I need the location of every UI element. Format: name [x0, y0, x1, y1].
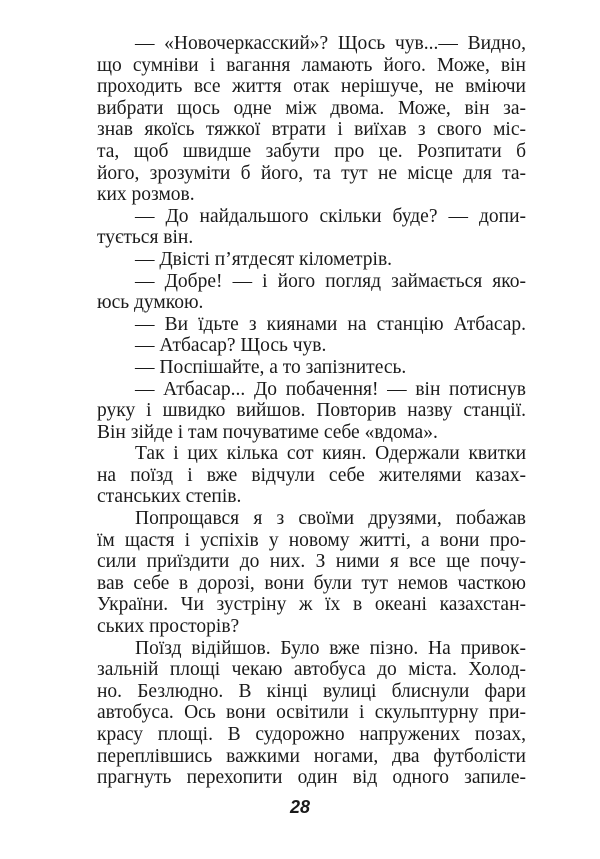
text-line: ських просторів? [97, 616, 240, 638]
text-line: автобуса. Ось вони освітили і скульптурну при- [97, 702, 526, 724]
text-line: вибрати щось одне між двома. Може, він за- [97, 97, 526, 119]
text-line: Він зійде і там почуватиме себе «вдома». [97, 421, 438, 443]
page-body-text [97, 33, 526, 789]
text-line: його, зрозуміти б його, та тут не місце для та- [97, 162, 526, 184]
text-line: руку і швидко вийшов. Повторив назву станції. [97, 400, 526, 422]
text-line: — Ви їдьте з киянами на станцію Атбасар. [135, 313, 526, 335]
text-line: їм щастя і успіхів у новому житті, а вони про- [97, 529, 526, 551]
text-line: переплівшись важкими ногами, два футболісти [97, 745, 526, 767]
text-line: зальній площі чекаю автобуса до міста. Холод- [97, 659, 526, 681]
text-line: — Двісті п’ятдесят кілометрів. [135, 248, 393, 270]
text-line: станських степів. [97, 486, 242, 508]
text-line: — Поспішайте, а то запізнитесь. [135, 356, 407, 378]
text-line: красу площі. В судорожно напружених позах, [97, 724, 526, 745]
text-line: юсь думкою. [97, 292, 204, 314]
text-line: проходить все життя отак нерішуче, не вміючи [97, 76, 526, 98]
page-number: 28 [289, 797, 311, 817]
text-line: на поїзд і вже відчули себе жителями казах- [97, 464, 526, 486]
text-line: ких розмов. [97, 184, 195, 206]
text-line: — До найдальшого скільки буде? — допи- [135, 205, 526, 227]
text-line: та, щоб швидше забути про це. Розпитати б [97, 140, 526, 162]
text-line: но. Безлюдно. В кінці вулиці блиснули фари [97, 680, 526, 702]
text-line: — Атбасар... До побачення! — він потиснув [135, 378, 526, 400]
text-line: Поїзд відійшов. Було вже пізно. На привок- [135, 637, 526, 659]
text-line: Так і цих кілька сот киян. Одержали квитки [135, 443, 526, 465]
text-line: — «Новочеркасский»? Щось чув...— Видно, [135, 33, 526, 54]
text-line: Попрощався я з своїми друзями, побажав [135, 508, 526, 530]
text-line: сили приїздити до них. З ними я все ще почу- [97, 551, 526, 573]
text-line: прагнуть перехопити один від одного запиле- [97, 767, 526, 789]
text-line: вав себе в дорозі, вони були тут немов часткою [97, 572, 526, 594]
text-line: — Атбасар? Щось чув. [135, 335, 327, 357]
text-line: що сумніви і вагання ламають його. Може, він [97, 54, 526, 76]
text-line: — Добре! — і його погляд займається яко- [135, 270, 526, 292]
text-line: тується він. [97, 227, 194, 249]
text-line: знав якоїсь тяжкої втрати і виїхав з свого міс- [97, 119, 526, 141]
text-line: України. Чи зустріну ж їх в океані казахстан- [97, 594, 526, 616]
